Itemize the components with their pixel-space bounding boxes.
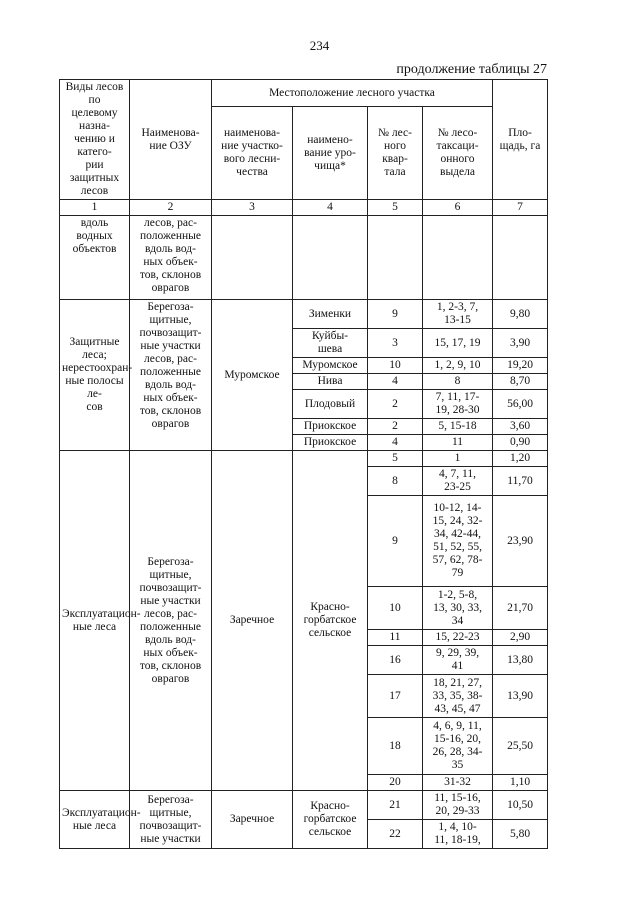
header-quarter: № лес- ного квар- тала xyxy=(368,107,423,200)
quarter-cell: 18 xyxy=(368,718,423,775)
quarter-cell: 4 xyxy=(368,374,423,390)
empty-cell xyxy=(423,216,493,300)
table-row xyxy=(60,216,548,300)
plots-cell: 15, 17, 19 xyxy=(423,329,493,358)
plots-cell: 18, 21, 27, 33, 35, 38- 43, 45, 47 xyxy=(423,675,493,718)
area-cell: 2,90 xyxy=(493,630,548,646)
area-cell: 8,70 xyxy=(493,374,548,390)
plots-cell: 1, 4, 10- 11, 18-19, xyxy=(423,820,493,849)
area-cell: 13,80 xyxy=(493,646,548,675)
column-number: 6 xyxy=(423,200,493,216)
header-area: Пло- щадь, га xyxy=(493,80,548,200)
quarter-cell: 8 xyxy=(368,467,423,496)
tract-cell: Муромское xyxy=(293,358,368,374)
quarter-cell: 10 xyxy=(368,587,423,630)
area-cell: 3,90 xyxy=(493,329,548,358)
plots-cell: 4, 6, 9, 11, 15-16, 20, 26, 28, 34- 35 xyxy=(423,718,493,775)
plots-cell: 4, 7, 11, 23-25 xyxy=(423,467,493,496)
page-number: 234 xyxy=(309,38,330,53)
ozu-cell: лесов, рас- положенные вдоль вод- ных объек- тов, склонов оврагов xyxy=(130,216,212,300)
empty-cell xyxy=(368,216,423,300)
plots-cell: 10-12, 14- 15, 24, 32- 34, 42-44, 51, 52, 55, 57, 62, 78- 79 xyxy=(423,496,493,587)
plots-cell: 1-2, 5-8, 13, 30, 33, 34 xyxy=(423,587,493,630)
area-cell: 21,70 xyxy=(493,587,548,630)
area-cell: 1,10 xyxy=(493,775,548,791)
forest-type-cell: Эксплуатацион- ные леса xyxy=(60,451,130,791)
tract-cell: Куйбы- шева xyxy=(293,329,368,358)
forestry-cell: Заречное xyxy=(212,451,293,791)
quarter-cell: 17 xyxy=(368,675,423,718)
quarter-cell: 16 xyxy=(368,646,423,675)
area-cell: 10,50 xyxy=(493,791,548,820)
forest-type-cell: Эксплуатацион- ные леса xyxy=(60,791,130,849)
column-number: 1 xyxy=(60,200,130,216)
header-forest-type: Виды лесов по целевому назна- чению и катего- рии защитных лесов xyxy=(60,80,130,200)
plots-cell: 31-32 xyxy=(423,775,493,791)
area-cell: 5,80 xyxy=(493,820,548,849)
plots-cell: 8 xyxy=(423,374,493,390)
table-continuation-caption: продолжение таблицы 27 xyxy=(396,62,547,77)
quarter-cell: 2 xyxy=(368,419,423,435)
tract-cell: Приокское xyxy=(293,419,368,435)
forest-table xyxy=(59,79,548,849)
area-cell: 9,80 xyxy=(493,300,548,329)
column-number: 2 xyxy=(130,200,212,216)
plots-cell: 1, 2, 9, 10 xyxy=(423,358,493,374)
quarter-cell: 4 xyxy=(368,435,423,451)
table-row xyxy=(60,300,548,329)
area-cell: 11,70 xyxy=(493,467,548,496)
quarter-cell: 21 xyxy=(368,791,423,820)
plots-cell: 9, 29, 39, 41 xyxy=(423,646,493,675)
tract-cell: Зименки xyxy=(293,300,368,329)
quarter-cell: 11 xyxy=(368,630,423,646)
area-cell: 56,00 xyxy=(493,390,548,419)
table-row xyxy=(60,791,548,820)
area-cell: 25,50 xyxy=(493,718,548,775)
tract-cell: Красно- горбатское сельское xyxy=(293,451,368,791)
plots-cell: 11, 15-16, 20, 29-33 xyxy=(423,791,493,820)
tract-cell: Плодовый xyxy=(293,390,368,419)
forest-type-cell: Защитные леса; нерестоохран- ные полосы ле- сов xyxy=(60,300,130,451)
quarter-cell: 9 xyxy=(368,496,423,587)
ozu-cell: Берегоза- щитные, почвозащит- ные участки лесов, рас- положенные вдоль вод- ных объек- тов, склонов оврагов xyxy=(130,451,212,791)
area-cell: 1,20 xyxy=(493,451,548,467)
quarter-cell: 3 xyxy=(368,329,423,358)
header-tract: наимено- вание уро- чища* xyxy=(293,107,368,200)
column-number: 7 xyxy=(493,200,548,216)
header-ozu-name: Наименова- ние ОЗУ xyxy=(130,80,212,200)
empty-cell xyxy=(293,216,368,300)
tract-cell: Красно- горбатское сельское xyxy=(293,791,368,849)
column-number: 5 xyxy=(368,200,423,216)
header-forestry: наименова- ние участко- вого лесни- чества xyxy=(212,107,293,200)
quarter-cell: 9 xyxy=(368,300,423,329)
forestry-cell: Муромское xyxy=(212,300,293,451)
header-location-group: Местоположение лесного участка xyxy=(212,80,493,107)
empty-cell xyxy=(212,216,293,300)
area-cell: 23,90 xyxy=(493,496,548,587)
forestry-cell: Заречное xyxy=(212,791,293,849)
empty-cell xyxy=(493,216,548,300)
plots-cell: 7, 11, 17- 19, 28-30 xyxy=(423,390,493,419)
tract-cell: Нива xyxy=(293,374,368,390)
plots-cell: 5, 15-18 xyxy=(423,419,493,435)
ozu-cell: Берегоза- щитные, почвозащит- ные участки лесов, рас- положенные вдоль вод- ных объек- тов, склонов оврагов xyxy=(130,300,212,451)
plots-cell: 1, 2-3, 7, 13-15 xyxy=(423,300,493,329)
quarter-cell: 20 xyxy=(368,775,423,791)
tract-cell: Приокское xyxy=(293,435,368,451)
quarter-cell: 10 xyxy=(368,358,423,374)
column-number: 3 xyxy=(212,200,293,216)
quarter-cell: 5 xyxy=(368,451,423,467)
column-number: 4 xyxy=(293,200,368,216)
area-cell: 19,20 xyxy=(493,358,548,374)
area-cell: 13,90 xyxy=(493,675,548,718)
quarter-cell: 22 xyxy=(368,820,423,849)
table-row xyxy=(60,451,548,467)
area-cell: 3,60 xyxy=(493,419,548,435)
area-cell: 0,90 xyxy=(493,435,548,451)
plots-cell: 15, 22-23 xyxy=(423,630,493,646)
ozu-cell: Берегоза- щитные, почвозащит- ные участки xyxy=(130,791,212,849)
forest-type-cell: вдоль водных объектов xyxy=(60,216,130,300)
plots-cell: 11 xyxy=(423,435,493,451)
header-plot: № лесо- таксаци- онного выдела xyxy=(423,107,493,200)
quarter-cell: 2 xyxy=(368,390,423,419)
plots-cell: 1 xyxy=(423,451,493,467)
